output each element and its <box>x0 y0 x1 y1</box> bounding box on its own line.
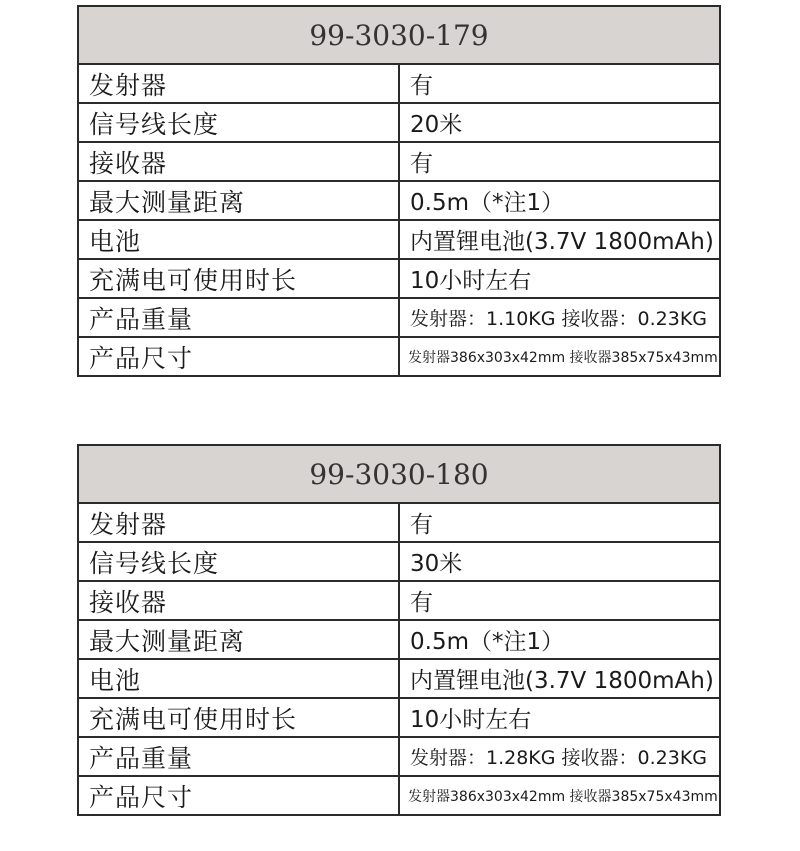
table-row <box>78 142 720 181</box>
row-value: 有 <box>399 503 720 542</box>
row-label: 信号线长度 <box>78 542 399 581</box>
row-value: 发射器386x303x42mm 接收器385x75x43mm <box>399 776 720 815</box>
table-row <box>78 698 720 737</box>
table-row <box>78 181 720 220</box>
row-label: 电池 <box>78 659 399 698</box>
row-label: 接收器 <box>78 142 399 181</box>
row-value: 10小时左右 <box>399 698 720 737</box>
row-label: 产品尺寸 <box>78 776 399 815</box>
table-row <box>78 659 720 698</box>
row-label: 产品尺寸 <box>78 337 399 376</box>
row-label: 发射器 <box>78 503 399 542</box>
table-row <box>78 503 720 542</box>
row-label: 发射器 <box>78 64 399 103</box>
spec-table-1 <box>77 5 721 377</box>
row-label: 产品重量 <box>78 737 399 776</box>
row-value: 0.5m（*注1） <box>399 181 720 220</box>
table-header-row <box>78 6 720 64</box>
model-number-header: 99-3030-180 <box>78 445 720 503</box>
row-value: 内置锂电池(3.7V 1800mAh) <box>399 659 720 698</box>
row-value: 10小时左右 <box>399 259 720 298</box>
row-label: 最大测量距离 <box>78 620 399 659</box>
table-row <box>78 737 720 776</box>
table-row <box>78 581 720 620</box>
row-label: 接收器 <box>78 581 399 620</box>
table-row <box>78 542 720 581</box>
table-header-row <box>78 445 720 503</box>
row-value: 30米 <box>399 542 720 581</box>
row-label: 产品重量 <box>78 298 399 337</box>
row-label: 最大测量距离 <box>78 181 399 220</box>
row-label: 充满电可使用时长 <box>78 259 399 298</box>
table-row <box>78 620 720 659</box>
row-value: 有 <box>399 581 720 620</box>
table-row <box>78 298 720 337</box>
row-label: 充满电可使用时长 <box>78 698 399 737</box>
row-value: 20米 <box>399 103 720 142</box>
row-value: 发射器：1.10KG 接收器：0.23KG <box>399 298 720 337</box>
model-number-header: 99-3030-179 <box>78 6 720 64</box>
row-value: 内置锂电池(3.7V 1800mAh) <box>399 220 720 259</box>
table-row <box>78 259 720 298</box>
row-value: 发射器：1.28KG 接收器：0.23KG <box>399 737 720 776</box>
spec-table-2 <box>77 444 721 816</box>
table-row <box>78 64 720 103</box>
row-value: 发射器386x303x42mm 接收器385x75x43mm <box>399 337 720 376</box>
table-row <box>78 776 720 815</box>
row-label: 电池 <box>78 220 399 259</box>
row-value: 0.5m（*注1） <box>399 620 720 659</box>
row-value: 有 <box>399 142 720 181</box>
row-label: 信号线长度 <box>78 103 399 142</box>
row-value: 有 <box>399 64 720 103</box>
table-row <box>78 103 720 142</box>
table-row <box>78 337 720 376</box>
table-row <box>78 220 720 259</box>
